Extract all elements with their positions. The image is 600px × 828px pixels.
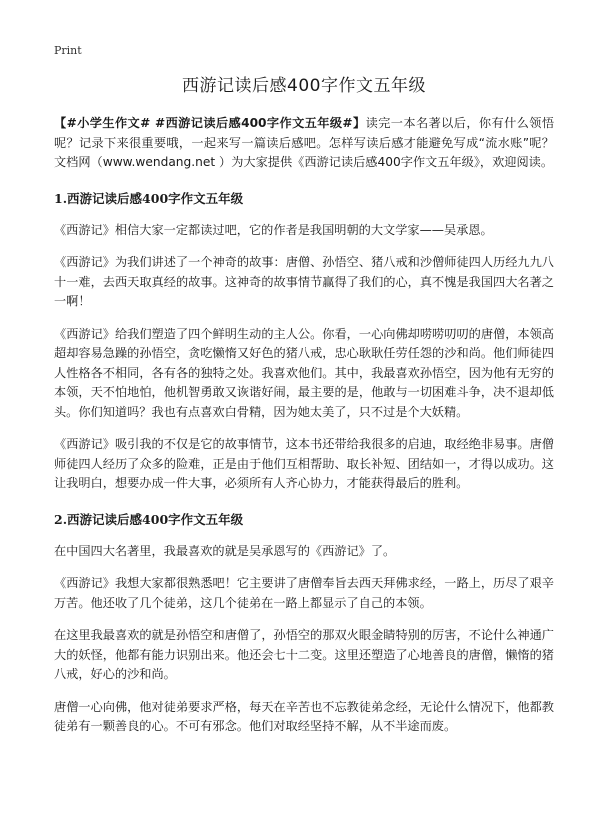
- section-heading: 2.西游记读后感400字作文五年级: [54, 511, 244, 527]
- document-page: [54, 44, 554, 750]
- intro-tag: 【#小学生作文# #西游记读后感400字作文五年级#】: [54, 116, 366, 130]
- paragraph: 在中国四大名著里，我最喜欢的就是吴承恩写的《西游记》了。: [54, 543, 396, 558]
- paragraph: 《西游记》为我们讲述了一个神奇的故事：唐僧、孙悟空、猪八戒和沙僧师徒四人历经九九八十一难，去西天取真经的故事。这神奇的故事情节赢得了我们的心，真不愧是我国四大名著之一啊！: [54, 255, 554, 308]
- document-title: 西游记读后感400字作文五年级: [182, 76, 426, 96]
- print-label: Print: [54, 44, 82, 57]
- section-heading: 1.西游记读后感400字作文五年级: [54, 190, 244, 206]
- intro-text: 读完一本名著以后，你有什么领悟呢？记录下来很重要哦，一起来写一篇读后感吧。怎样写读后感才能避免写成“流水账”呢？文档网（www.wendang.net ）为大家提供《西游记读后感400字作文五年级》，欢迎阅读。: [54, 116, 555, 169]
- paragraph: 《西游记》吸引我的不仅是它的故事情节，这本书还带给我很多的启迪，取经绝非易事。唐僧师徒四人经历了众多的险难，正是由于他们互相帮助、取长补短、团结如一，才得以成功。这让我明白，想要办成一件大事，必须所有人齐心协力，才能获得最后的胜利。: [54, 437, 554, 490]
- paragraph: 《西游记》我想大家都很熟悉吧！它主要讲了唐僧奉旨去西天拜佛求经，一路上，历尽了艰辛万苦。他还收了几个徒弟，这几个徒弟在一路上都显示了自己的本领。: [54, 576, 554, 610]
- paragraph: 《西游记》给我们塑造了四个鲜明生动的主人公。你看，一心向佛却唠唠叨叨的唐僧，本领高超却容易急躁的孙悟空，贪吃懒惰又好色的猪八戒，忠心耿耿任劳任怨的沙和尚。他们师徒四人性格各不相同，各有各的独特之处。我喜欢他们。其中，我最喜欢孙悟空，因为他有无穷的本领，天不怕地怕，他机智勇敢又诙谐好闹，最主要的是，他敢与一切困难斗争，决不退却低头。你们知道吗？我也有点喜欢白骨精，因为她太美了，只不过是个大妖精。: [54, 326, 554, 419]
- paragraph: 《西游记》相信大家一定都读过吧，它的作者是我国明朝的大文学家——吴承恩。: [54, 222, 493, 237]
- paragraph: 唐僧一心向佛，他对徒弟要求严格，每天在辛苦也不忘教徒弟念经，无论什么情况下，他都教徒弟有一颗善良的心。不可有邪念。他们对取经坚持不解，从不半途而废。: [54, 699, 554, 733]
- intro-paragraph: [54, 114, 554, 173]
- paragraph: 在这里我最喜欢的就是孙悟空和唐僧了，孙悟空的那双火眼金睛特别的厉害，不论什么神通广大的妖怪，他都有能力识别出来。他还会七十二变。这里还塑造了心地善良的唐僧，懒惰的猪八戒，好心的沙和尚。: [54, 628, 554, 681]
